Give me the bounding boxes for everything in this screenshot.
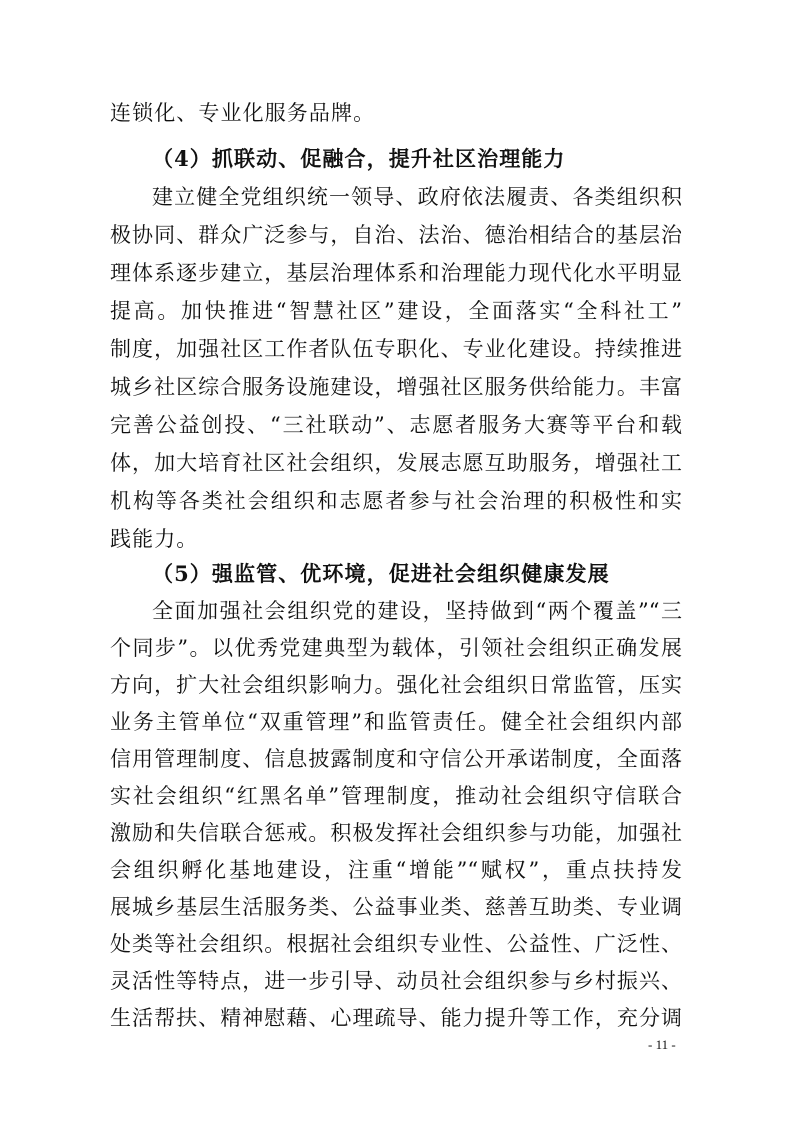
- section-heading: （5）强监管、优环境，促进社会组织健康发展: [152, 561, 610, 586]
- paragraph-line: 全面加强社会组织党的建设，坚持做到“两个覆盖”“三: [152, 599, 682, 623]
- paragraph-line: 制度，加强社区工作者队伍专职化、专业化建设。持续推进: [110, 337, 682, 361]
- paragraph-line: 会组织孵化基地建设，注重“增能”“赋权”，重点扶持发: [110, 858, 682, 882]
- paragraph-line: 信用管理制度、信息披露制度和守信公开承诺制度，全面落: [110, 747, 682, 771]
- paragraph-line: 展城乡基层生活服务类、公益事业类、慈善互助类、专业调: [110, 895, 682, 919]
- paragraph-line: 提高。加快推进“智慧社区”建设，全面落实“全科社工”: [110, 299, 682, 323]
- paragraph-line: 机构等各类社会组织和志愿者参与社会治理的积极性和实: [110, 489, 682, 513]
- paragraph-line: 实社会组织“红黑名单”管理制度，推动社会组织守信联合: [110, 784, 682, 808]
- paragraph-line: 连锁化、专业化服务品牌。: [110, 101, 376, 125]
- paragraph-line: 激励和失信联合惩戒。积极发挥社会组织参与功能，加强社: [110, 821, 682, 845]
- paragraph-line: 方向，扩大社会组织影响力。强化社会组织日常监管，压实: [110, 673, 682, 697]
- paragraph-line: 践能力。: [110, 527, 199, 551]
- paragraph-line: 体，加大培育社区社会组织，发展志愿互助服务，增强社工: [110, 451, 682, 475]
- paragraph-line: 建立健全党组织统一领导、政府依法履责、各类组织积: [152, 185, 682, 209]
- paragraph-line: 理体系逐步建立，基层治理体系和治理能力现代化水平明显: [110, 261, 682, 285]
- paragraph-line: 极协同、群众广泛参与，自治、法治、德治相结合的基层治: [110, 223, 682, 247]
- paragraph-line: 处类等社会组织。根据社会组织专业性、公益性、广泛性、: [110, 932, 682, 956]
- paragraph-line: 业务主管单位“双重管理”和监管责任。健全社会组织内部: [110, 710, 682, 734]
- section-heading: （4）抓联动、促融合，提升社区治理能力: [152, 146, 566, 171]
- paragraph-line: 完善公益创投、“三社联动”、志愿者服务大赛等平台和载: [110, 413, 682, 437]
- paragraph-line: 个同步”。以优秀党建典型为载体，引领社会组织正确发展: [110, 636, 682, 660]
- paragraph-line: 灵活性等特点，进一步引导、动员社会组织参与乡村振兴、: [110, 969, 682, 993]
- paragraph-line: 生活帮扶、精神慰藉、心理疏导、能力提升等工作，充分调: [110, 1006, 682, 1030]
- page-number: - 11 -: [648, 1037, 676, 1052]
- paragraph-line: 城乡社区综合服务设施建设，增强社区服务供给能力。丰富: [110, 375, 682, 399]
